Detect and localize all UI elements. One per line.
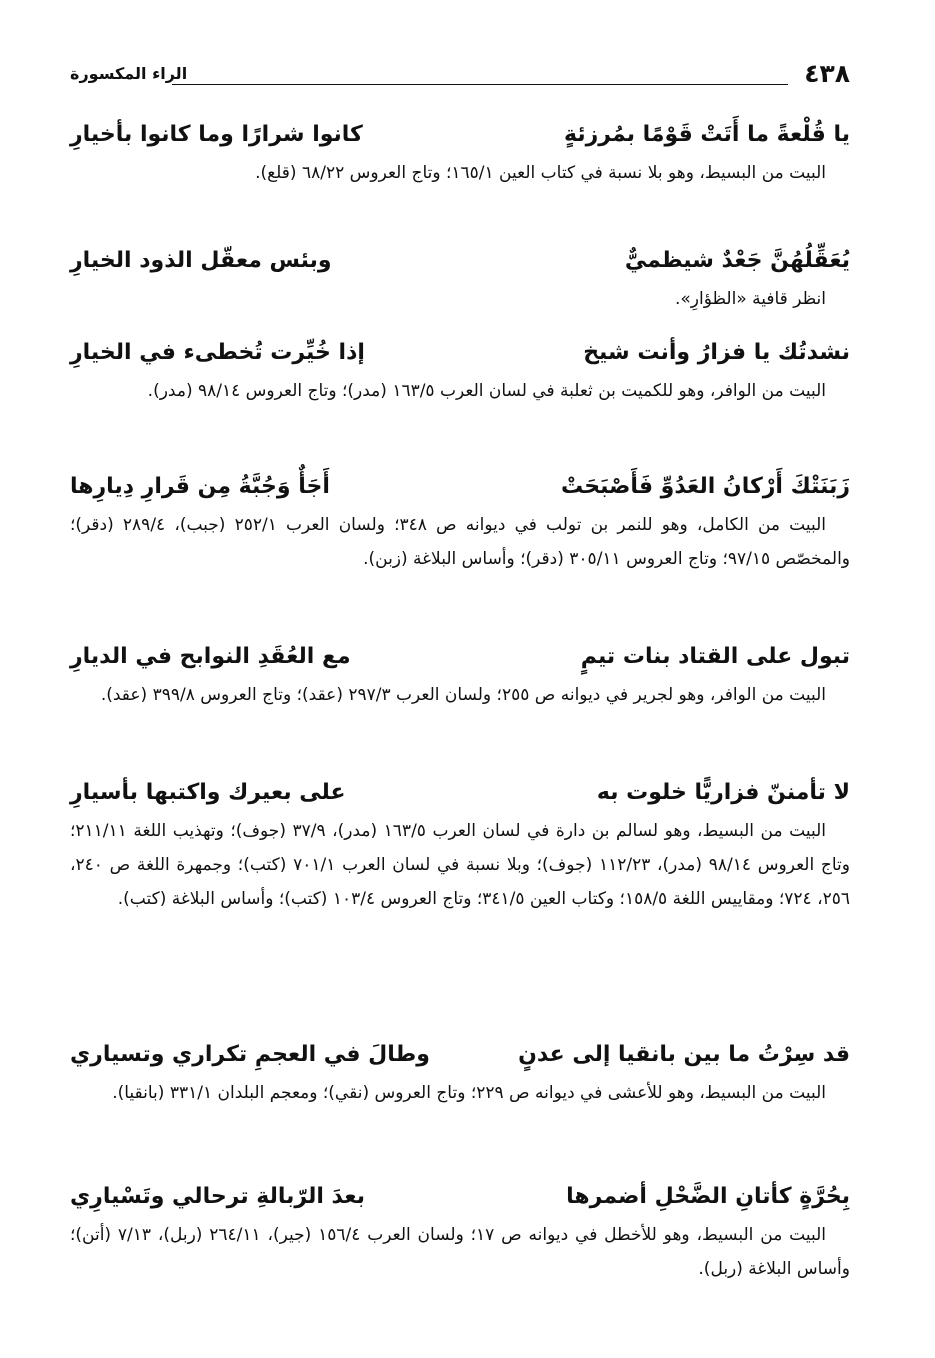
verse-entry <box>70 466 850 576</box>
verse-entry <box>70 1176 850 1286</box>
verse-entry <box>70 332 850 408</box>
verse-first-hemistich: زَبَنَتْكَ أَرْكانُ العَدُوِّ فَأَصْبَحَتْ <box>560 474 850 499</box>
verse-note: انظر قافية «الظؤارِ». <box>674 289 826 309</box>
verse-second-hemistich: كانوا شرارًا وما كانوا بأخيارِ <box>70 122 363 147</box>
page-number: ٤٣٨ <box>804 59 850 88</box>
verse-note: البيت من البسيط، وهو بلا نسبة في كتاب العين ١٦٥/١؛ وتاج العروس ٦٨/٢٢ (قلع). <box>255 163 826 183</box>
verse-first-hemistich: بِحُرَّةٍ كأتانِ الضَّحْلِ أضمرها <box>566 1184 850 1209</box>
verse-note: البيت من البسيط، وهو لسالم بن دارة في لسان العرب ١٦٣/٥ (مدر)، ٣٧/٩ (جوف)؛ وتهذيب اللغة ٢١١/١١؛ وتاج العروس ٩٨/١٤ (مدر)، ١١٢/٢٣ (جوف)؛ وبلا نسبة في لسان العرب ٧٠١/١ (كتب)؛ وجمهرة اللغة ص ٢٤٠، ٢٥٦، ٧٢٤؛ ومقاييس اللغة ١٥٨/٥؛ وكتاب العين ٣٤١/٥؛ وتاج العروس ١٠٣/٤ (كتب)؛ وأساس البلاغة (كتب). <box>70 821 850 909</box>
verse-entry <box>70 772 850 916</box>
verse-note: البيت من البسيط، وهو للأخطل في ديوانه ص ١٧؛ ولسان العرب ١٥٦/٤ (جير)، ٢٦٤/١١ (ربل)، ٧/١٣ (أتن)؛ وأساس البلاغة (ربل). <box>70 1225 850 1279</box>
verse-second-hemistich: إذا خُيِّرت تُخطىء في الخيارِ <box>70 340 365 365</box>
verse-entry <box>70 114 850 190</box>
verse-second-hemistich: على بعيرك واكتبها بأسيارِ <box>70 780 346 805</box>
verse-line <box>70 114 850 156</box>
verse-first-hemistich: لا تأمننّ فزاريًّا خلوت به <box>596 780 850 805</box>
verse-second-hemistich: وبئس معقّل الذود الخيارِ <box>70 248 332 273</box>
verse-line <box>70 240 850 282</box>
verse-first-hemistich: يُعَقِّلُهُنَّ جَعْدٌ شيظميٌّ <box>624 248 850 273</box>
verse-line <box>70 466 850 508</box>
verse-line <box>70 772 850 814</box>
page-header <box>70 58 850 94</box>
verse-line <box>70 636 850 678</box>
verse-note: البيت من الوافر، وهو للكميت بن ثعلبة في لسان العرب ١٦٣/٥ (مدر)؛ وتاج العروس ٩٨/١٤ (مدر). <box>147 381 826 401</box>
verse-note: البيت من الوافر، وهو لجرير في ديوانه ص ٢٥٥؛ ولسان العرب ٢٩٧/٣ (عقد)؛ وتاج العروس ٣٩٩/٨ (عقد). <box>100 685 826 705</box>
verse-line <box>70 332 850 374</box>
running-title: الراء المكسورة <box>70 64 188 83</box>
verse-entry <box>70 1034 850 1110</box>
verse-note: البيت من الكامل، وهو للنمر بن تولب في ديوانه ص ٣٤٨؛ ولسان العرب ٢٥٢/١ (جبب)، ٢٨٩/٤ (دقر)؛ والمخصّص ٩٧/١٥؛ وتاج العروس ٣٠٥/١١ (دقر)؛ وأساس البلاغة (زبن). <box>70 515 850 569</box>
verse-line <box>70 1034 850 1076</box>
verse-second-hemistich: أَجَأٌ وَجُبَّةُ مِن قَرارِ دِيارِها <box>70 474 330 499</box>
verse-first-hemistich: قد سِرْتُ ما بين بانقيا إلى عدنٍ <box>518 1042 850 1067</box>
verse-entry <box>70 636 850 712</box>
verse-note: البيت من البسيط، وهو للأعشى في ديوانه ص ٢٢٩؛ وتاج العروس (نقي)؛ ومعجم البلدان ٣٣١/١ (بانقيا). <box>112 1083 826 1103</box>
header-rule <box>172 84 788 85</box>
verse-line <box>70 1176 850 1218</box>
verse-first-hemistich: نشدتُك يا فزارُ وأنت شيخ <box>583 340 850 365</box>
verse-second-hemistich: مع العُقَدِ النوابح في الديارِ <box>70 644 351 669</box>
verse-first-hemistich: تبول على القتاد بنات تيمٍ <box>580 644 850 669</box>
verse-entry <box>70 240 850 316</box>
verse-first-hemistich: يا قُلْعةً ما أَتَتْ قَوْمًا بمُرزئةٍ <box>564 122 850 147</box>
verse-second-hemistich: بعدَ الرّبالةِ ترحالي وتَسْيارِي <box>70 1184 365 1209</box>
verse-second-hemistich: وطالَ في العجمِ تكراري وتسياري <box>70 1042 430 1067</box>
